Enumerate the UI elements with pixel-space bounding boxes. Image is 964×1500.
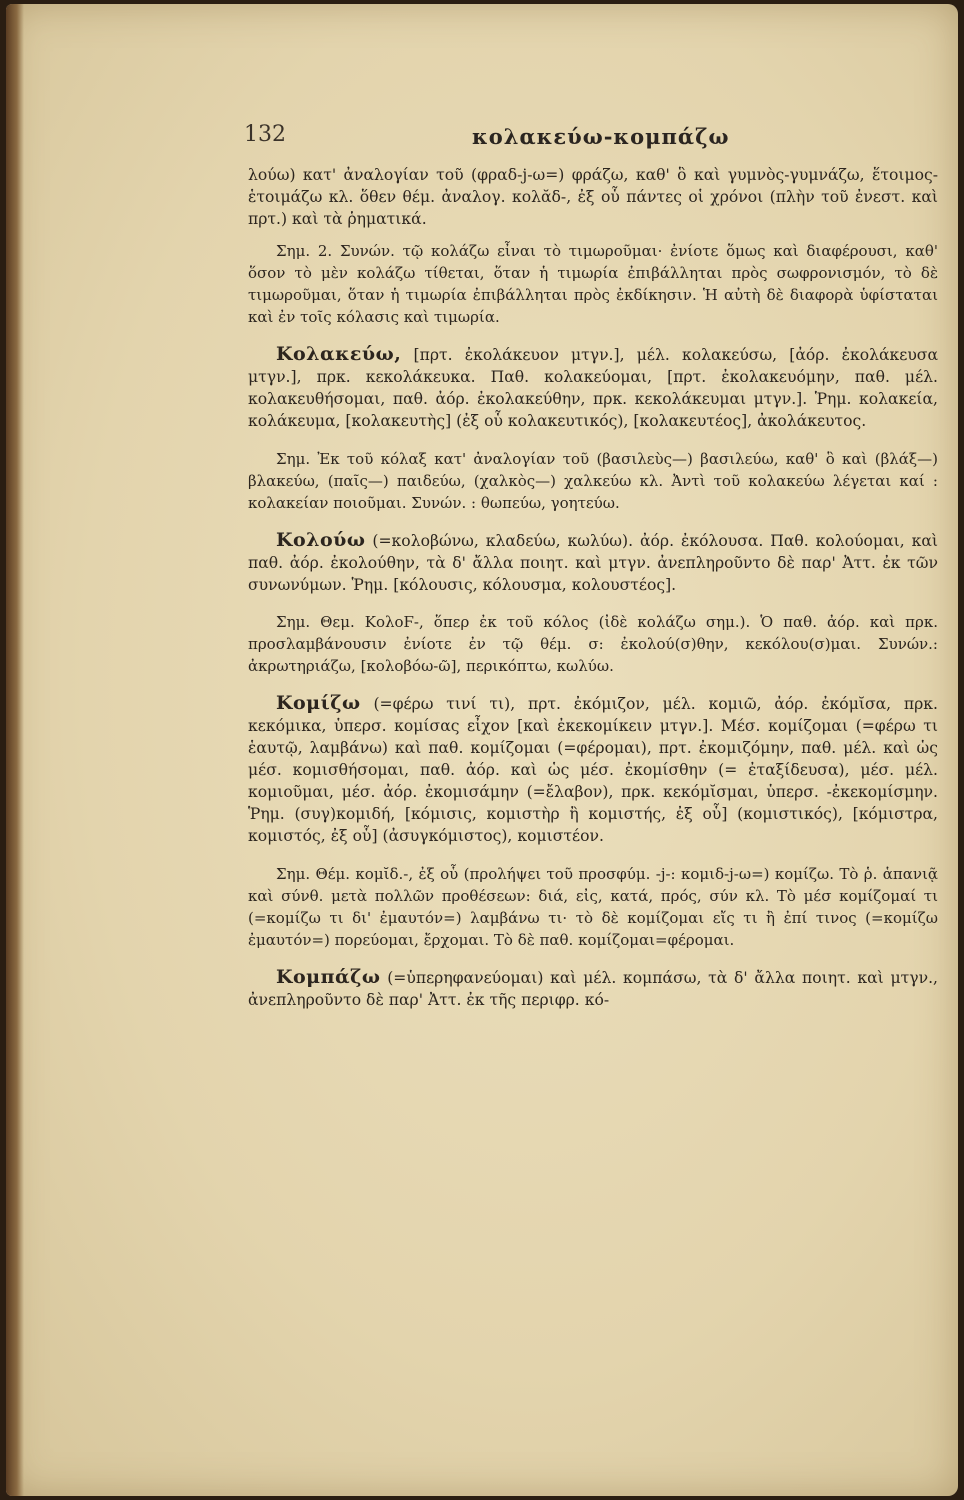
continuation-paragraph: λούω) κατ' ἀναλογίαν τοῦ (φραδ-j-ω=) φράζω, καθ' ὃ καὶ γυμνὸς-γυμνάζω, ἕτοιμος-ἑτοιμάζω κλ. ὅθεν θέμ. ἀναλογ. κολᾰδ-, ἐξ οὗ πάντες οἱ χρόνοι (πλὴν τοῦ ἐνεστ. καὶ πρτ.) καὶ τὰ ῥηματικά. [248,166,938,228]
dictionary-text [248,164,938,1026]
entry-komizo [248,692,938,847]
entry-body-komizo: (=φέρω τινί τι), πρτ. ἐκόμιζον, μέλ. κομιῶ, ἀόρ. ἐκόμῐσα, πρκ. κεκόμικα, ὑπερσ. κομίσας εἶχον [καὶ ἐκεκομίκειν μτγν.]. Μέσ. κομίζομαι (=φέρω τι ἑαυτῷ, λαμβάνω) καὶ παθ. κομίζομαι (=φέρομαι), πρτ. ἐκομιζόμην, παθ. μέλ. καὶ ὡς μέσ. κομισθήσομαι, παθ. ἀόρ. καὶ ὡς μέσ. ἐκομίσθην (= ἐταξίδευσα), μέσ. μέλ. κομιοῦμαι, μέσ. ἀόρ. ἐκομισάμην (=ἔλαβον), πρκ. κεκόμῐσμαι, ὑπερσ. -ἐκεκομίσμην. Ῥημ. (συγ)κομιδή, [κόμισις, κομιστὴρ ἢ κομιστής, ἐξ οὗ] (κομιστικός), [κόμιστρα, κομιστός, ἐξ οὗ] (ἀσυγκόμιστος), κομιστέον. [248,695,938,846]
page-number: 132 [244,122,286,147]
entry-kolouo [248,529,938,596]
entry-kompazo [248,966,938,1011]
page-spine-shadow [6,4,24,1496]
lemma-kolouo: Κολούω [276,528,366,551]
lemma-kompazo: Κομπάζω [276,965,381,988]
entry-body-kolakeuo: [πρτ. ἐκολάκευον μτγν.], μέλ. κολακεύσω, [ἀόρ. ἐκολάκευσα μτγν.], πρκ. κεκολάκευκα. Παθ. κολακεύομαι, [πρτ. ἐκολακευόμην, παθ. μέλ. κολακευθήσομαι, παθ. ἀόρ. ἐκολακεύθην, πρκ. κεκολάκευμαι μτγν.]. Ῥημ. κολακεία, κολάκευμα, [κολακευτὴς] (ἐξ οὗ κολακευτικός), [κολακευτέος], ἀκολάκευτος. [248,346,938,430]
note-kolazo-synonyms: Σημ. 2. Συνών. τῷ κολάζω εἶναι τὸ τιμωροῦμαι· ἐνίοτε ὅμως καὶ διαφέρουσι, καθ' ὅσον τὸ μὲν κολάζω τίθεται, ὅταν ἡ τιμωρία ἐπιβάλληται πρὸς σωφρονισμόν, τὸ δὲ τιμωροῦμαι, ὅταν ἡ τιμωρία ἐπιβάλληται πρὸς ἐκδίκησιν. Ἡ αὐτὴ δὲ διαφορὰ ὑφίσταται καὶ ἐν τοῖς κόλασις καὶ τιμωρία. [248,242,938,326]
running-head: κολακεύω-κομπάζω [472,124,730,149]
note-komizo: Σημ. Θέμ. κομῐδ.-, ἐξ οὗ (προλήψει τοῦ προσφύμ. -j-: κομιδ-j-ω=) κομίζω. Τὸ ῥ. ἁπανιᾷ καὶ σύνθ. μετὰ πολλῶν προθέσεων: διά, εἰς, κατά, πρός, σύν κλ. Τὸ μέσ κομίζομαί τι (=κομίζω τι δι' ἐμαυτόν=) λαμβάνω τι· τὸ δὲ κομίζομαι εἴς τι ἢ ἐπί τινος (=κομίζω ἐμαυτόν=) πορεύομαι, ἔρχομαι. Τὸ δὲ παθ. κομίζομαι=φέρομαι. [248,864,938,949]
entry-kolakeuo [248,343,938,432]
note-kolakeuo: Σημ. Ἐκ τοῦ κόλαξ κατ' ἀναλογίαν τοῦ (βασιλεὺς—) βασιλεύω, καθ' ὃ καὶ (βλάξ—) βλακεύω, (παῖς—) παιδεύω, (χαλκὸς—) χαλκεύω κλ. Ἀντὶ τοῦ κολακεύω λέγεται καί : κολακείαν ποιοῦμαι. Συνών. : θωπεύω, γοητεύω. [248,449,938,512]
note-kolouo: Σημ. Θεμ. ΚολοϜ-, ὅπερ ἐκ τοῦ κόλος (ἰδὲ κολάζω σημ.). Ὁ παθ. ἀόρ. καὶ πρκ. προσλαμβάνουσιν ἐνίοτε ἐν τῷ θέμ. σ: ἐκολού(σ)θην, κεκόλου(σ)μαι. Συνών.: ἀκρωτηριάζω, [κολοβόω-ῶ], περικόπτω, κωλύω. [248,613,938,676]
book-page [6,4,958,1496]
entry-body-kolouo: (=κολοβώνω, κλαδεύω, κωλύω). ἀόρ. ἐκόλουσα. Παθ. κολούομαι, καὶ παθ. ἀόρ. ἐκολούθην, τὰ δ' ἄλλα ποιητ. καὶ μτγν. ἀνεπληροῦντο δὲ παρ' Ἀττ. ἐκ τῶν συνωνύμων. Ῥημ. [κόλουσις, κόλουσμα, κολουστέος]. [248,531,938,594]
entry-body-kompazo: (=ὑπερηφανεύομαι) καὶ μέλ. κομπάσω, τὰ δ' ἄλλα ποιητ. καὶ μτγν., ἀνεπληροῦντο δὲ παρ' Ἀττ. ἐκ τῆς περιφρ. κό- [248,968,938,1009]
lemma-kolakeuo: Κολακεύω, [276,343,402,365]
page-header [6,122,958,156]
lemma-komizo: Κομίζω [276,692,361,715]
